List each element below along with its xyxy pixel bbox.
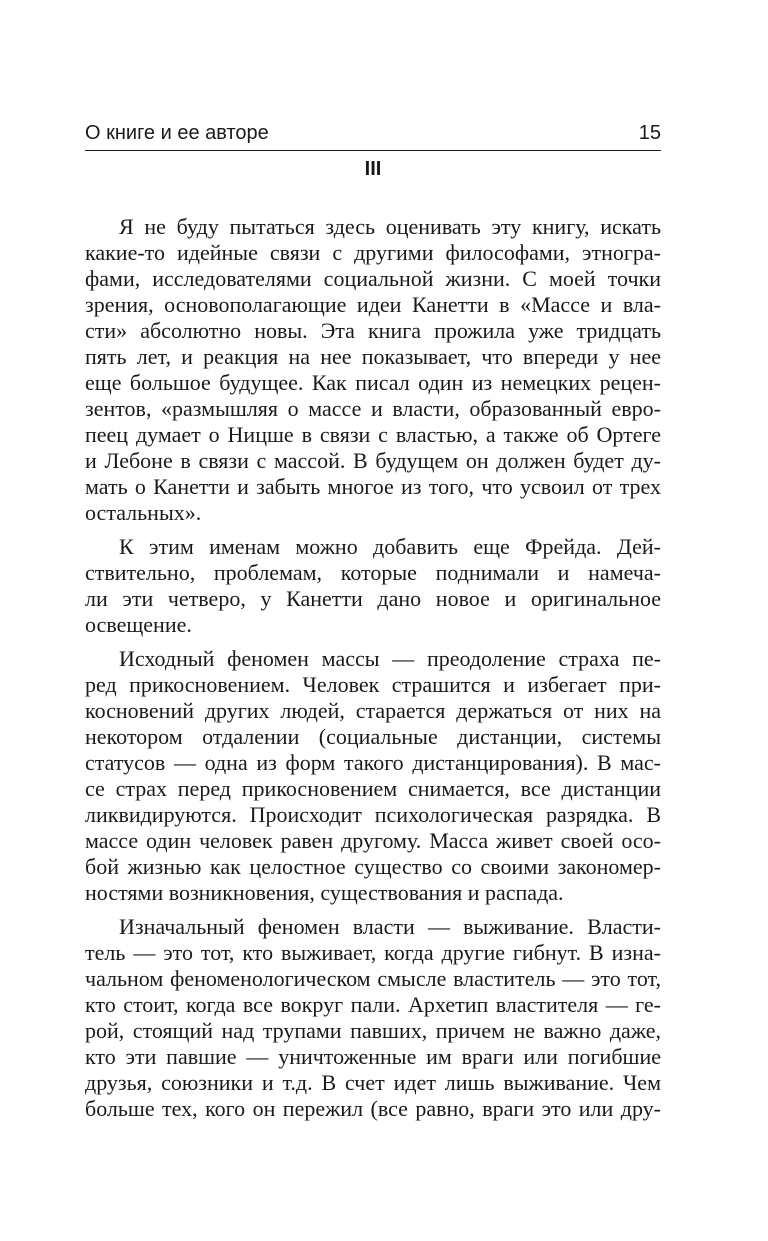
body-text xyxy=(85,214,661,1130)
paragraph xyxy=(85,646,661,906)
text-line: друзья, союзники и т.д. В счет идет лишь выживание. Чем xyxy=(85,1070,661,1095)
text-line: освещение. xyxy=(85,612,192,637)
paragraph xyxy=(85,914,661,1122)
text-line: кто эти павшие — уничтоженные им враги или погибшие xyxy=(85,1044,661,1069)
text-line: массе один человек равен другому. Масса живет своей осо- xyxy=(85,828,661,853)
text-line: ностями возникновения, существования и распада. xyxy=(85,880,564,905)
text-line: пеец думает о Ницше в связи с властью, а также об Ортеге xyxy=(85,422,661,447)
text-line: ред прикосновением. Человек страшится и избегает при- xyxy=(85,672,661,697)
paragraph xyxy=(85,214,661,526)
text-line: ликвидируются. Происходит психологическая разрядка. В xyxy=(85,802,661,827)
text-line: Изначальный феномен власти — выживание. Власти- xyxy=(119,914,661,939)
text-line: остальных». xyxy=(85,500,202,525)
text-line: рой, стоящий над трупами павших, причем не важно даже, xyxy=(85,1018,661,1043)
text-line: Я не буду пытаться здесь оценивать эту книгу, искать xyxy=(119,214,661,239)
text-line: Исходный феномен массы — преодоление страха пе- xyxy=(119,646,661,671)
text-line: чальном феноменологическом смысле властитель — это тот, xyxy=(85,966,661,991)
text-line: тель — это тот, кто выживает, когда другие гибнут. В изна- xyxy=(85,940,661,965)
text-line: и Лебоне в связи с массой. В будущем он должен будет ду- xyxy=(85,448,661,473)
text-line: мать о Канетти и забыть многое из того, что усвоил от трех xyxy=(85,474,661,499)
text-line: кто стоит, когда все вокруг пали. Архетип властителя — ге- xyxy=(85,992,661,1017)
text-line: ли эти четверо, у Канетти дано новое и оригинальное xyxy=(85,586,661,611)
text-line: зентов, «размышляя о массе и власти, образованный евро- xyxy=(85,396,661,421)
text-line: фами, исследователями социальной жизни. С моей точки xyxy=(85,266,661,291)
text-line: косновений других людей, старается держаться от них на xyxy=(85,698,661,723)
text-line: К этим именам можно добавить еще Фрейда. Дей- xyxy=(119,534,661,559)
page-number: 15 xyxy=(638,122,661,144)
section-number: III xyxy=(364,158,382,180)
text-line: некотором отдалении (социальные дистанции, системы xyxy=(85,724,661,749)
text-line: пять лет, и реакция на нее показывает, что впереди у нее xyxy=(85,344,661,369)
running-header xyxy=(85,116,661,151)
text-line: ствительно, проблемам, которые поднимали и намеча- xyxy=(85,560,661,585)
text-line: бой жизнью как целостное существо со своими закономер- xyxy=(85,854,661,879)
paragraph xyxy=(85,534,661,638)
text-line: еще большое будущее. Как писал один из немецких рецен- xyxy=(85,370,661,395)
running-header-title: О книге и ее авторе xyxy=(85,122,269,144)
text-line: сти» абсолютно новы. Эта книга прожила уже тридцать xyxy=(85,318,661,343)
text-line: зрения, основополагающие идеи Канетти в «Массе и вла- xyxy=(85,292,661,317)
text-line: се страх перед прикосновением снимается, все дистанции xyxy=(85,776,661,801)
text-line: статусов — одна из форм такого дистанцирования). В мас- xyxy=(85,750,661,775)
text-line: больше тех, кого он пережил (все равно, враги это или дру- xyxy=(85,1096,661,1121)
text-line: какие-то идейные связи с другими философами, этногра- xyxy=(85,240,661,265)
